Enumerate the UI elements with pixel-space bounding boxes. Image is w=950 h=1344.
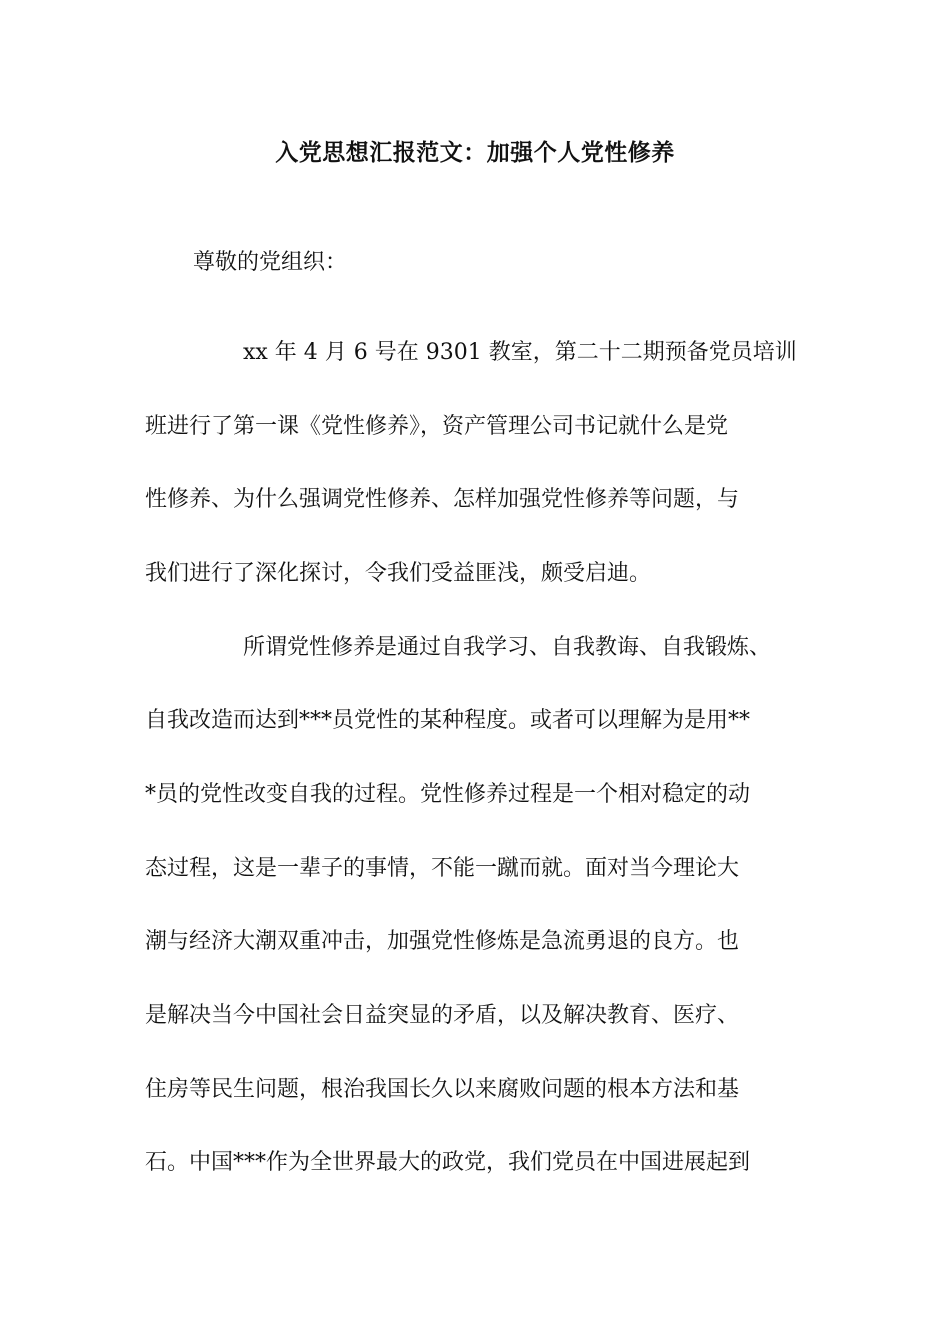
paragraph-2-line: *员的党性改变自我的过程。党性修养过程是一个相对稳定的动: [145, 782, 751, 807]
paragraph-1-line: 性修养、为什么强调党性修养、怎样加强党性修养等问题，与: [145, 487, 740, 512]
paragraph-1-line: 班进行了第一课《党性修养》，资产管理公司书记就什么是党: [145, 414, 729, 439]
paragraph-1-line: 我们进行了深化探讨，令我们受益匪浅，颇受启迪。: [145, 561, 652, 586]
salutation: 尊敬的党组织：: [193, 250, 348, 275]
paragraph-2-line: 住房等民生问题，根治我国长久以来腐败问题的根本方法和基: [145, 1077, 740, 1102]
paragraph-2-line: 是解决当今中国社会日益突显的矛盾，以及解决教育、医疗、: [145, 1003, 740, 1028]
paragraph-2-line: 潮与经济大潮双重冲击，加强党性修炼是急流勇退的良方。也: [145, 929, 740, 954]
paragraph-2-line: 态过程，这是一辈子的事情，不能一蹴而就。面对当今理论大: [145, 856, 740, 881]
paragraph-2-line: 自我改造而达到***员党性的某种程度。或者可以理解为是用**: [145, 708, 751, 733]
document-title: 入党思想汇报范文：加强个人党性修养: [275, 139, 675, 166]
paragraph-2-line: 所谓党性修养是通过自我学习、自我教诲、自我锻炼、: [243, 635, 772, 660]
paragraph-2-line: 石。中国***作为全世界最大的政党，我们党员在中国进展起到: [145, 1150, 751, 1175]
paragraph-1-line: xx 年 4 月 6 号在 9301 教室，第二十二期预备党员培训: [243, 340, 797, 365]
